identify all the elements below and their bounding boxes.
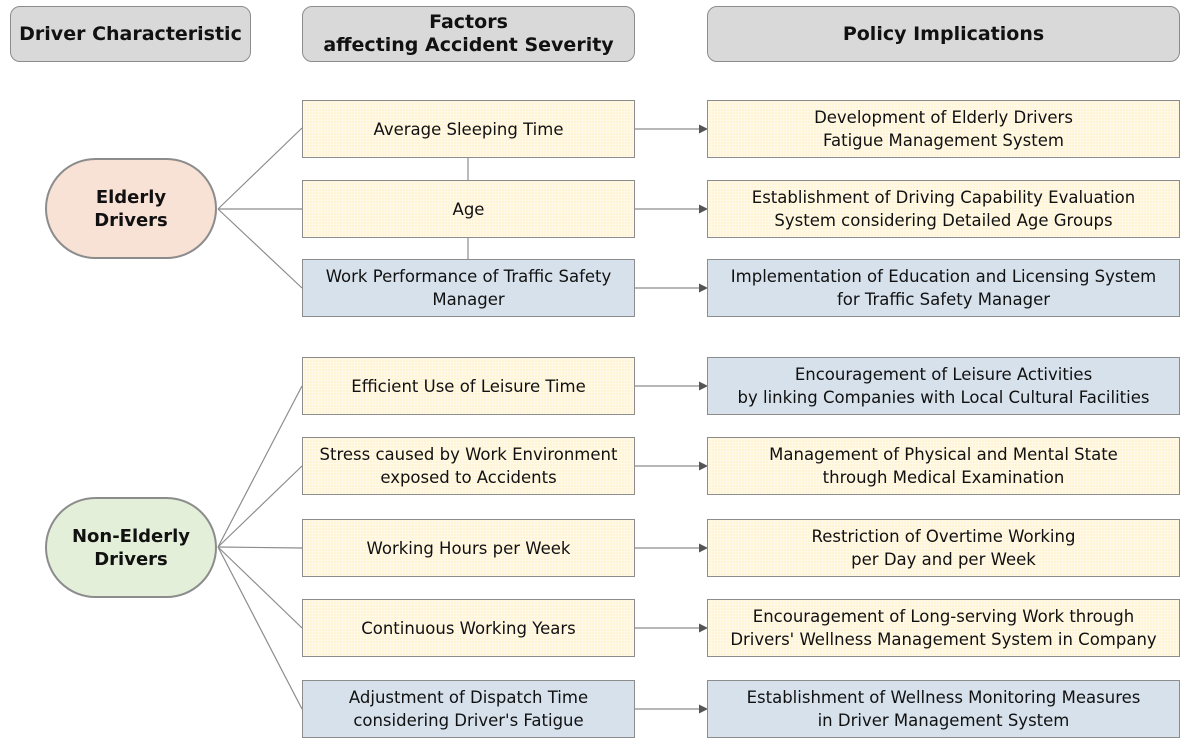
factor-box: Efficient Use of Leisure Time — [302, 357, 635, 415]
factor-box: Age — [302, 180, 635, 238]
factor-box: Stress caused by Work Environment exposed to Accidents — [302, 437, 635, 495]
factor-box: Work Performance of Traffic Safety Manager — [302, 259, 635, 317]
group-non-elderly-drivers: Non-Elderly Drivers — [45, 497, 217, 598]
policy-box: Encouragement of Long-serving Work through Drivers' Wellness Management System in Company — [707, 599, 1180, 657]
factor-box: Working Hours per Week — [302, 519, 635, 577]
header-factors: Factors affecting Accident Severity — [302, 6, 635, 62]
factor-box: Average Sleeping Time — [302, 100, 635, 158]
policy-box: Management of Physical and Mental State through Medical Examination — [707, 437, 1180, 495]
non-elderly-connector-line — [218, 547, 302, 628]
elderly-connector-line — [218, 128, 302, 209]
non-elderly-connector-line — [218, 547, 302, 709]
elderly-connector-line — [218, 209, 302, 288]
group-elderly-drivers: Elderly Drivers — [45, 158, 217, 259]
non-elderly-connector-line — [218, 466, 302, 547]
policy-box: Encouragement of Leisure Activities by linking Companies with Local Cultural Facilities — [707, 357, 1180, 415]
factor-box: Adjustment of Dispatch Time considering Driver's Fatigue — [302, 680, 635, 738]
factor-box: Continuous Working Years — [302, 599, 635, 657]
header-driver-characteristic: Driver Characteristic — [10, 6, 251, 62]
policy-box: Implementation of Education and Licensing System for Traffic Safety Manager — [707, 259, 1180, 317]
policy-box: Establishment of Driving Capability Evaluation System considering Detailed Age Groups — [707, 180, 1180, 238]
policy-box: Development of Elderly Drivers Fatigue Management System — [707, 100, 1180, 158]
non-elderly-connector-line — [218, 547, 302, 548]
policy-box: Establishment of Wellness Monitoring Measures in Driver Management System — [707, 680, 1180, 738]
header-policy-implications: Policy Implications — [707, 6, 1180, 62]
non-elderly-connector-line — [218, 386, 302, 547]
policy-box: Restriction of Overtime Working per Day and per Week — [707, 519, 1180, 577]
